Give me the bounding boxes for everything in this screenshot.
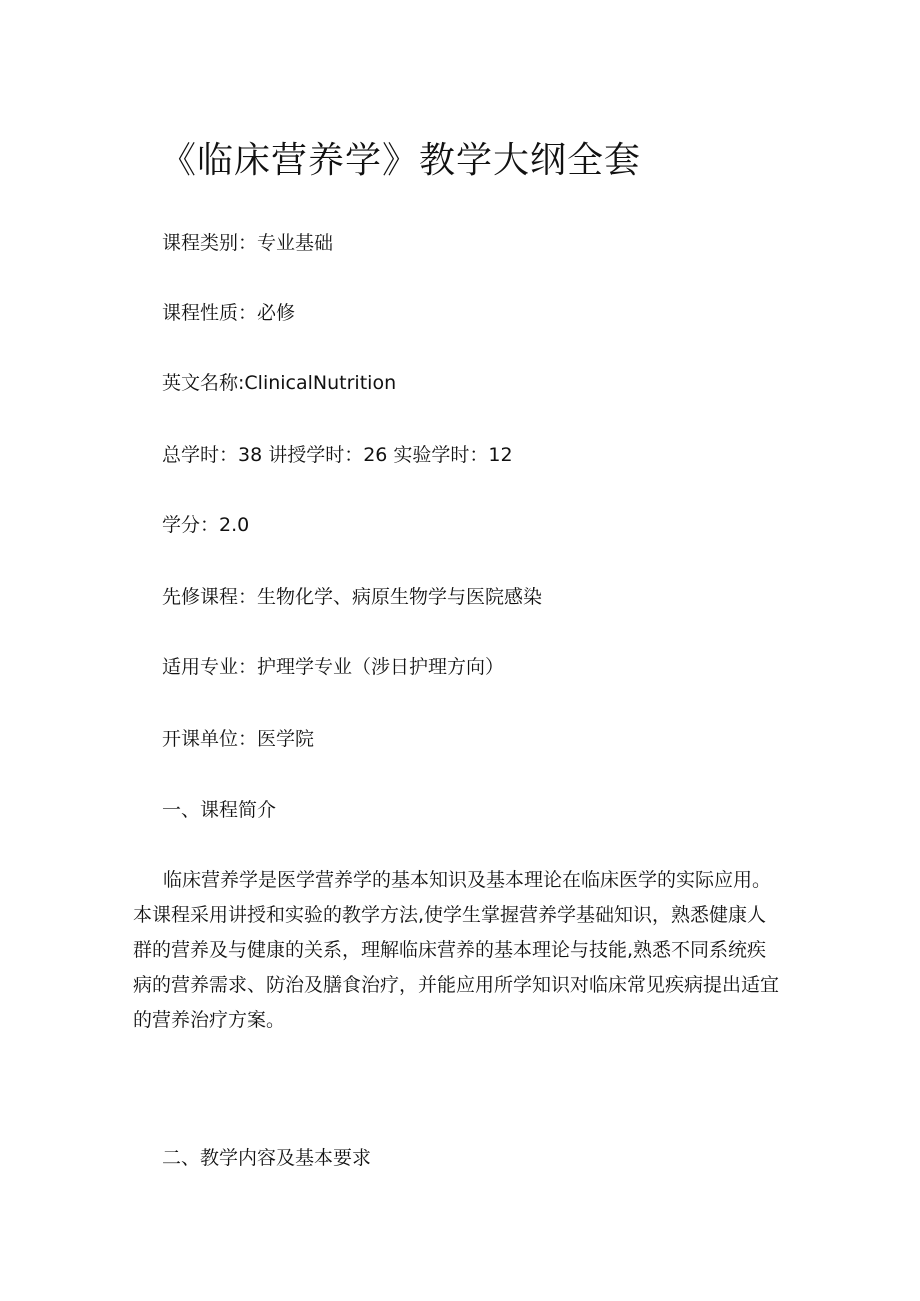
section-heading-teaching-content: 二、教学内容及基本要求 <box>162 1147 372 1169</box>
english-name: 英文名称:ClinicalNutrition <box>162 372 397 394</box>
section-heading-course-intro: 一、课程简介 <box>162 799 277 821</box>
class-hours: 总学时：38 讲授学时：26 实验学时：12 <box>162 444 513 466</box>
credits: 学分：2.0 <box>162 514 250 536</box>
course-category: 课程类别：专业基础 <box>162 232 334 254</box>
applicable-major: 适用专业：护理学专业（涉日护理方向） <box>162 656 505 678</box>
prerequisite-courses: 先修课程：生物化学、病原生物学与医院感染 <box>162 586 543 608</box>
course-intro-paragraph: 临床营养学是医学营养学的基本知识及基本理论在临床医学的实际应用。本课程采用讲授和实验的教学方法,使学生掌握营养学基础知识，熟悉健康人群的营养及与健康的关系，理解临床营养的基本理论与技能,熟悉不同系统疾病的营养需求、防治及膳食治疗，并能应用所学知识对临床常见疾病提出适宜的营养治疗方案。 <box>133 869 780 1031</box>
course-nature: 课程性质：必修 <box>162 302 296 324</box>
offering-unit: 开课单位：医学院 <box>162 728 315 750</box>
document-title: 《临床营养学》教学大纲全套 <box>160 140 642 181</box>
